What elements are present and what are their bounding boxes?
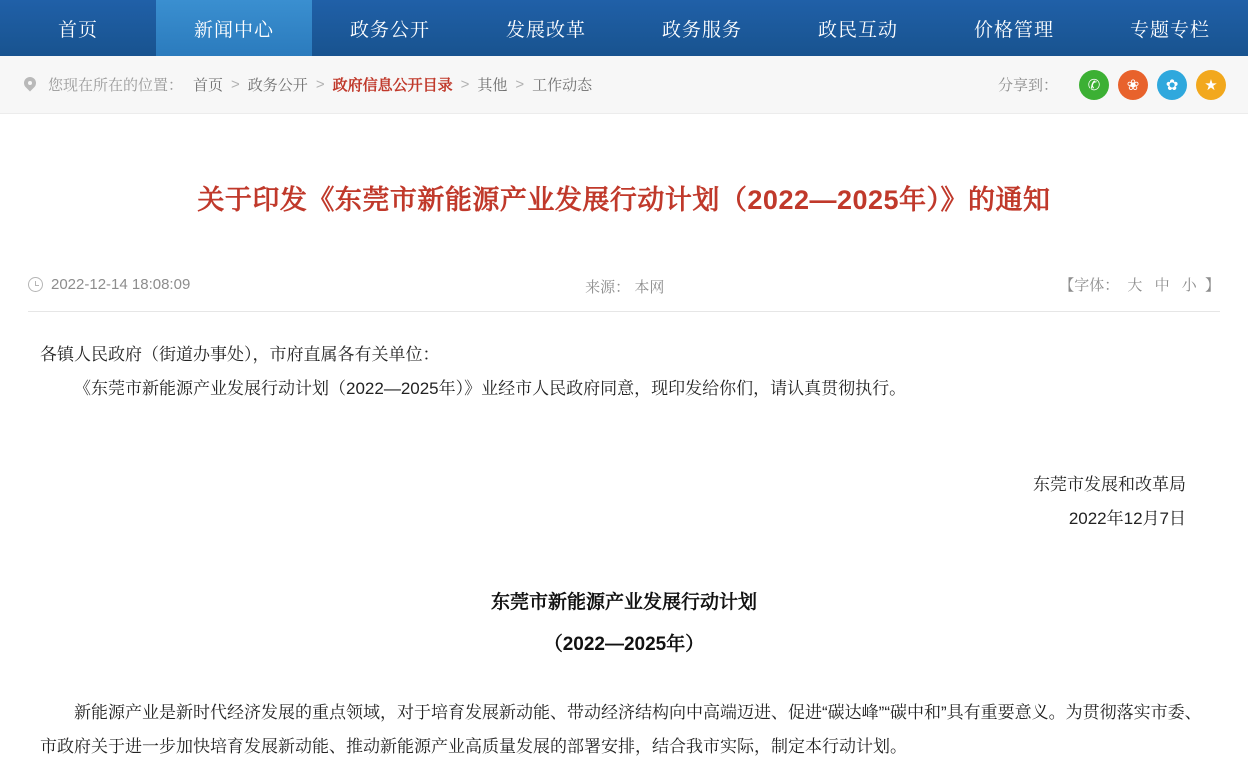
document-intro-paragraph: 新能源产业是新时代经济发展的重点领域，对于培育发展新动能、带动经济结构向中高端迈进、促进“碳达峰”“碳中和”具有重要意义。为贯彻落实市委、市政府关于进一步加快培育发展新动能、推动新能源产业高质量发展的部署安排，结合我市实际，制定本行动计划。 (40, 703, 1202, 757)
nav-item-special-columns[interactable]: 专题专栏 (1129, 19, 1210, 41)
share-bar (998, 70, 1226, 100)
location-pin-icon (22, 77, 38, 93)
document-title (40, 582, 1208, 666)
article-meta (20, 238, 1228, 295)
signature-date: 2022年12月7日 (1068, 509, 1186, 529)
nav-item-home[interactable]: 首页 (57, 19, 98, 41)
nav-item-government-affairs[interactable]: 政务公开 (349, 19, 430, 41)
clock-icon (28, 277, 43, 292)
font-size-small[interactable]: 小 (1181, 277, 1197, 295)
breadcrumb (22, 74, 592, 95)
breadcrumb-item-other[interactable]: 其他 (477, 77, 508, 94)
page-title: 关于印发《东莞市新能源产业发展行动计划（2022—2025年）》的通知 (197, 185, 1051, 216)
breadcrumb-separator: > (515, 76, 525, 93)
breadcrumb-item-work-updates[interactable]: 工作动态 (532, 77, 593, 94)
weibo-icon[interactable]: ❀ (1118, 70, 1148, 100)
article-body (20, 312, 1228, 764)
document-title-line1: 东莞市新能源产业发展行动计划 (490, 592, 757, 614)
publish-date-text: 2022-12-14 18:08:09 (51, 276, 191, 294)
signature-org: 东莞市发展和改革局 (1033, 475, 1186, 495)
source-label: 来源： (585, 278, 631, 296)
breadcrumb-separator: > (315, 76, 325, 93)
share-label: 分享到： (997, 77, 1058, 94)
nav-item-price-management[interactable]: 价格管理 (973, 19, 1054, 41)
article-container (0, 132, 1248, 764)
article-paragraph: 各镇人民政府（街道办事处），市府直属各有关单位： (40, 345, 440, 365)
nav-item-government-services[interactable]: 政务服务 (661, 19, 742, 41)
breadcrumb-separator: > (231, 76, 240, 93)
publish-date (28, 276, 190, 293)
signature-block (40, 468, 1208, 536)
wechat-icon[interactable]: ✆ (1079, 70, 1109, 100)
breadcrumb-item-info-catalog[interactable]: 政府信息公开目录 (332, 77, 453, 94)
nav-item-public-interaction[interactable]: 政民互动 (817, 19, 898, 41)
breadcrumb-bar (0, 56, 1248, 114)
document-title-line2: （2022—2025年） (543, 634, 705, 656)
font-size-medium[interactable]: 中 (1154, 277, 1170, 295)
nav-item-development-reform[interactable]: 发展改革 (505, 19, 586, 41)
star-icon[interactable]: ★ (1196, 70, 1226, 100)
article-paragraph: 《东莞市新能源产业发展行动计划（2022—2025年）》业经市人民政府同意，现印发给你们，请认真贯彻执行。 (74, 379, 907, 399)
breadcrumb-label: 您现在所在的位置： (48, 77, 184, 94)
bell-icon[interactable]: ✿ (1157, 70, 1187, 100)
breadcrumb-separator: > (460, 76, 470, 93)
source-value: 本网 (634, 278, 665, 296)
breadcrumb-item-government-affairs[interactable]: 政务公开 (247, 77, 308, 94)
article-source (585, 276, 664, 297)
main-navigation (0, 0, 1248, 56)
font-size-large[interactable]: 大 (1127, 277, 1143, 295)
breadcrumb-item-home[interactable]: 首页 (193, 77, 224, 94)
source-wrapper (190, 276, 1059, 294)
font-size-label: 【字体： (1059, 277, 1120, 295)
font-size-label-end: 】 (1204, 277, 1220, 295)
nav-item-news-center[interactable]: 新闻中心 (156, 0, 312, 56)
font-size-control (1059, 274, 1220, 295)
